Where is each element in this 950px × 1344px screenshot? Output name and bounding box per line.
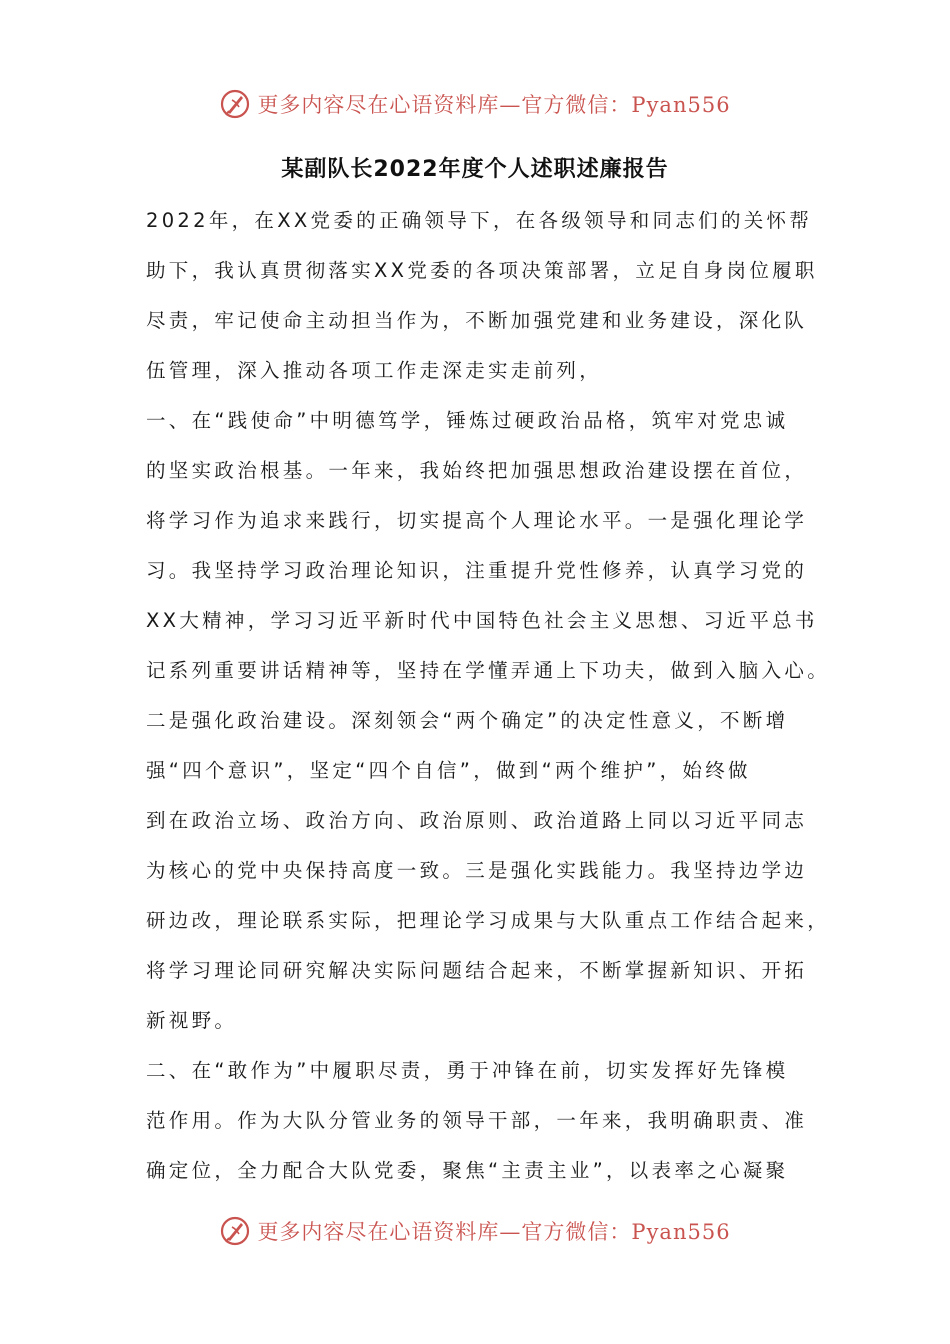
body-line: 到在政治立场、政治方向、政治原则、政治道路上同以习近平同志 xyxy=(146,809,808,832)
body-line: 伍管理，深入推动各项工作走深走实走前列， xyxy=(146,359,603,382)
body-line: 记系列重要讲话精神等，坚持在学懂弄通上下功夫，做到入脑入心。 xyxy=(146,659,831,682)
body-line: 强“四个意识”，坚定“四个自信”，做到“两个维护”，始终做 xyxy=(146,759,751,782)
body-line: 助下，我认真贯彻落实XX党委的各项决策部署，立足自身岗位履职 xyxy=(146,259,818,282)
document-title: 某副队长2022年度个人述职述廉报告 xyxy=(281,157,669,182)
watermark-text: 更多内容尽在心语资料库—官方微信：Pyan556 xyxy=(257,93,731,117)
body-line: 将学习理论同研究解决实际问题结合起来，不断掌握新知识、开拓 xyxy=(146,959,808,982)
body-line: XX大精神，学习习近平新时代中国特色社会主义思想、习近平总书 xyxy=(146,609,818,632)
body-line: 二、在“敢作为”中履职尽责，勇于冲锋在前，切实发挥好先锋模 xyxy=(146,1059,789,1082)
body-line: 的坚实政治根基。一年来，我始终把加强思想政治建设摆在首位， xyxy=(146,459,808,482)
footer-watermark xyxy=(0,1211,950,1251)
body-line: 习。我坚持学习政治理论知识，注重提升党性修养，认真学习党的 xyxy=(146,559,808,582)
body-line: 二是强化政治建设。深刻领会“两个确定”的决定性意义，不断增 xyxy=(146,709,789,732)
body-line: 将学习作为追求来践行，切实提高个人理论水平。一是强化理论学 xyxy=(146,509,808,532)
body-line: 为核心的党中央保持高度一致。三是强化实践能力。我坚持边学边 xyxy=(146,859,808,882)
document-body xyxy=(146,196,831,1196)
body-line: 研边改，理论联系实际，把理论学习成果与大队重点工作结合起来， xyxy=(146,909,831,932)
body-line: 一、在“践使命”中明德笃学，锤炼过硬政治品格，筑牢对党忠诚 xyxy=(146,409,789,432)
body-line: 尽责，牢记使命主动担当作为，不断加强党建和业务建设，深化队 xyxy=(146,309,808,332)
body-line: 2022年，在XX党委的正确领导下，在各级领导和同志们的关怀帮 xyxy=(146,209,813,232)
watermark-text: 更多内容尽在心语资料库—官方微信：Pyan556 xyxy=(257,1220,731,1244)
body-line: 新视野。 xyxy=(146,1009,238,1032)
quill-logo-icon xyxy=(219,1215,251,1247)
body-line: 确定位，全力配合大队党委，聚焦“主责主业”，以表率之心凝聚 xyxy=(146,1159,789,1182)
header-watermark xyxy=(0,84,950,124)
quill-logo-icon xyxy=(219,88,251,120)
body-line: 范作用。作为大队分管业务的领导干部，一年来，我明确职责、准 xyxy=(146,1109,808,1132)
